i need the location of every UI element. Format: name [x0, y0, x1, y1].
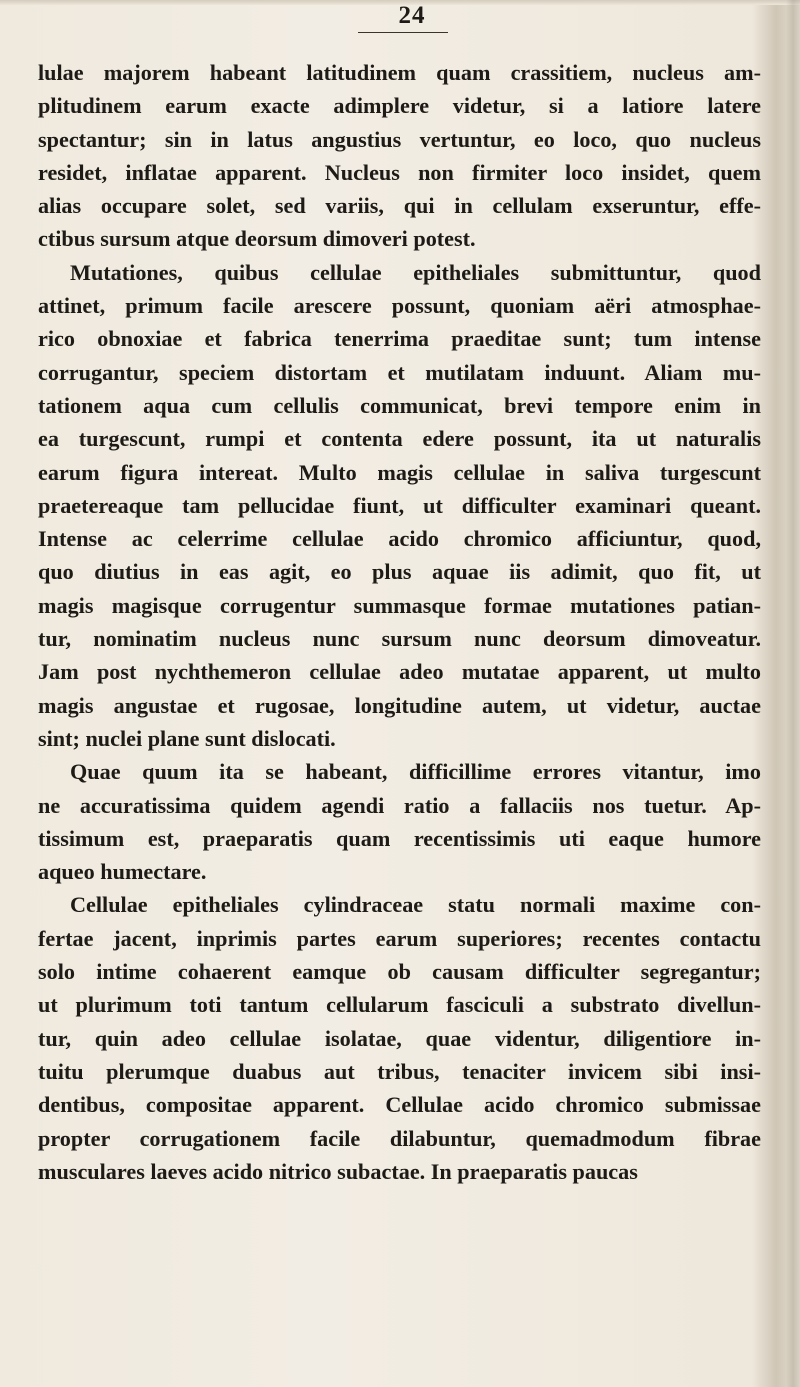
text-line: tissimum est, praeparatis quam recentissimis uti eaque humore [38, 825, 761, 851]
text-line: tur, nominatim nucleus nunc sursum nunc deorsum dimoveatur. [38, 626, 761, 652]
text-line: Quae quum ita se habeant, difficillime errores vitantur, imo [70, 759, 761, 785]
text-line: Cellulae epitheliales cylindraceae statu normali maxime con- [70, 892, 761, 918]
text-line: fertae jacent, inprimis partes earum superiores; recentes contactu [38, 925, 761, 951]
text-line: tur, quin adeo cellulae isolatae, quae videntur, diligentiore in- [38, 1025, 761, 1051]
text-line: Intense ac celerrime cellulae acido chromico afficiuntur, quod, [38, 526, 761, 552]
paragraph [38, 256, 761, 755]
text-line: magis magisque corrugentur summasque formae mutationes patian- [38, 592, 761, 618]
text-line: plitudinem earum exacte adimplere videtur, si a latiore latere [38, 93, 761, 119]
text-line: attinet, primum facile arescere possunt, quoniam aëri atmosphae- [38, 293, 761, 319]
text-line: Jam post nychthemeron cellulae adeo mutatae apparent, ut multo [38, 659, 761, 685]
text-line: residet, inflatae apparent. Nucleus non firmiter loco insidet, quem [38, 159, 761, 185]
page-number: 24 [398, 2, 426, 29]
text-line: sint; nuclei plane sunt dislocati. [38, 725, 336, 751]
text-line: lulae majorem habeant latitudinem quam crassitiem, nucleus am- [38, 60, 761, 85]
text-line: alias occupare solet, sed variis, qui in cellulam exseruntur, effe- [38, 193, 761, 219]
page-number-rule [358, 32, 448, 33]
text-line: tuitu plerumque duabus aut tribus, tenaciter invicem sibi insi- [38, 1058, 761, 1084]
text-line: propter corrugationem facile dilabuntur, quemadmodum fibrae [38, 1125, 761, 1151]
text-line: spectantur; sin in latus angustius vertuntur, eo loco, quo nucleus [38, 126, 761, 152]
text-line: earum figura intereat. Multo magis cellulae in saliva turgescunt [38, 459, 761, 485]
body-text [38, 56, 761, 1188]
text-line: dentibus, compositae apparent. Cellulae acido chromico submissae [38, 1092, 761, 1118]
text-line: corrugantur, speciem distortam et mutilatam induunt. Aliam mu- [38, 359, 761, 385]
text-line: solo intime cohaerent eamque ob causam difficulter segregantur; [38, 959, 761, 985]
text-line: praetereaque tam pellucidae fiunt, ut difficulter examinari queant. [38, 492, 761, 518]
paragraph [38, 755, 761, 888]
text-line: ea turgescunt, rumpi et contenta edere possunt, ita ut naturalis [38, 426, 761, 452]
text-line: ne accuratissima quidem agendi ratio a fallaciis nos tuetur. Ap- [38, 792, 761, 818]
text-line: magis angustae et rugosae, longitudine autem, ut videtur, auctae [38, 692, 761, 718]
text-line: tationem aqua cum cellulis communicat, brevi tempore enim in [38, 392, 761, 418]
text-line: quo diutius in eas agit, eo plus aquae iis adimit, quo fit, ut [38, 559, 761, 585]
text-line: musculares laeves acido nitrico subactae. In praeparatis paucas [38, 1158, 638, 1184]
text-line: Mutationes, quibus cellulae epitheliales submittuntur, quod [70, 259, 761, 285]
paragraph [38, 56, 761, 256]
paragraph [38, 888, 761, 1188]
text-line: aqueo humectare. [38, 859, 207, 885]
text-line: rico obnoxiae et fabrica tenerrima praeditae sunt; tum intense [38, 326, 761, 352]
text-line: ut plurimum toti tantum cellularum fasciculi a substrato divellun- [38, 992, 761, 1018]
page-edge-shadow [786, 0, 800, 1387]
text-line: ctibus sursum atque deorsum dimoveri potest. [38, 226, 476, 252]
